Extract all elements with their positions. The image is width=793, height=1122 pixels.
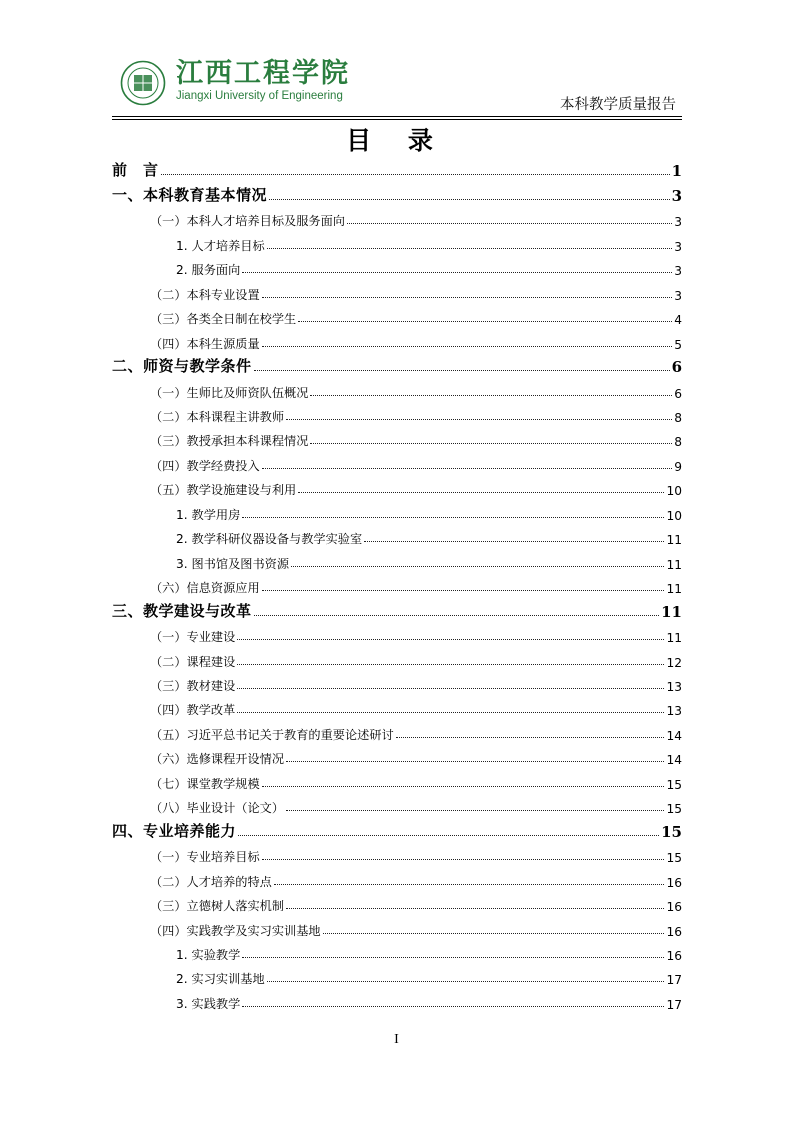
dot-leader [242,1006,664,1007]
dot-leader [237,639,664,640]
toc-entry[interactable] [112,453,682,477]
toc-entry-page: 3 [674,215,682,230]
toc-entry-label: （六）信息资源应用 [150,581,260,596]
dot-leader [242,272,672,273]
toc-entry-page: 11 [666,533,682,548]
dot-leader [237,688,664,689]
toc-entry-page: 1 [671,162,682,181]
toc-entry[interactable] [112,649,682,673]
toc-entry-page: 16 [666,875,682,890]
toc-entry-label: 3. 实践教学 [176,996,241,1011]
toc-entry-page: 13 [666,704,682,719]
toc-entry-label: （七）课堂教学规模 [150,776,260,791]
dot-leader [262,297,673,298]
dot-leader [286,908,664,909]
toc-entry[interactable] [112,429,682,453]
toc-entry-page: 15 [666,802,682,817]
dot-leader [254,615,660,616]
toc-entry-page: 11 [661,602,682,621]
toc-entry[interactable] [112,331,682,355]
toc-entry-page: 3 [674,288,682,303]
toc-entry-page: 11 [666,582,682,597]
dot-leader [161,174,670,175]
toc-entry[interactable] [112,600,682,624]
dot-leader [238,835,659,836]
toc-entry[interactable] [112,502,682,526]
page-number: I [394,1032,399,1047]
toc-entry-label: （五）习近平总书记关于教育的重要论述研讨 [150,727,394,742]
dot-leader [262,859,665,860]
toc-entry-label: （三）立德树人落实机制 [150,899,285,914]
toc-entry-label: （二）课程建设 [150,654,236,669]
dot-leader [364,541,664,542]
dot-leader [242,957,664,958]
toc-entry-label: （六）选修课程开设情况 [150,752,285,767]
toc-entry-label: （四）教学改革 [150,703,236,718]
toc-entry-label: 1. 教学用房 [176,507,241,522]
toc-entry-page: 12 [666,655,682,670]
toc-entry-page: 4 [674,313,682,328]
toc-entry-label: （二）本科专业设置 [150,287,260,302]
toc-entry-label: （三）各类全日制在校学生 [150,312,297,327]
toc-entry-page: 9 [674,459,682,474]
toc-title: 目 录 [346,126,447,155]
toc-entry-label: 前 言 [112,161,159,180]
toc-entry-label: 一、本科教育基本情况 [112,185,268,204]
toc-entry[interactable] [112,722,682,746]
toc-entry-page: 3 [674,239,682,254]
toc-entry[interactable] [112,184,682,208]
logo-english-name: Jiangxi University of Engineering [176,90,343,102]
dot-leader [286,761,664,762]
toc-entry[interactable] [112,845,682,869]
dot-leader [323,933,665,934]
toc-entry[interactable] [112,405,682,429]
toc-entry[interactable] [112,918,682,942]
toc-entry[interactable] [112,894,682,918]
toc-entry[interactable] [112,674,682,698]
toc-entry-page: 10 [666,484,682,499]
toc-entry[interactable] [112,576,682,600]
toc-entry-page: 16 [666,900,682,915]
toc-entry[interactable] [112,625,682,649]
toc-entry-label: 三、教学建设与改革 [112,601,252,620]
toc-entry[interactable] [112,943,682,967]
toc-entry-label: 1. 实验教学 [176,947,241,962]
toc-entry[interactable] [112,307,682,331]
toc-entry-page: 15 [666,777,682,792]
toc-entry-page: 3 [671,186,682,205]
dot-leader [242,517,664,518]
dot-leader [254,370,670,371]
toc-entry-label: （一）本科人才培养目标及服务面向 [150,214,345,229]
toc-entry-page: 13 [666,679,682,694]
toc-entry-label: 1. 人才培养目标 [176,238,265,253]
toc-entry[interactable] [112,869,682,893]
dot-leader [291,566,664,567]
dot-leader [396,737,665,738]
toc-entry-page: 11 [666,631,682,646]
toc-entry-label: 四、专业培养能力 [112,821,237,840]
dot-leader [267,981,665,982]
toc-entry-label: （一）专业建设 [150,630,236,645]
toc-entry-label: 2. 实习实训基地 [176,972,265,987]
toc-entry[interactable] [112,380,682,404]
toc-entry-page: 14 [666,728,682,743]
toc-entry[interactable] [112,551,682,575]
toc-entry[interactable] [112,258,682,282]
report-title: 本科教学质量报告 [560,97,676,113]
dot-leader [262,590,665,591]
toc-entry-page: 8 [674,410,682,425]
dot-leader [286,419,672,420]
header-divider-thin [112,119,682,120]
dot-leader [310,395,672,396]
toc-entry[interactable] [112,698,682,722]
toc-entry-page: 11 [666,557,682,572]
toc-entry-page: 6 [671,358,682,377]
toc-entry-label: 2. 服务面向 [176,263,241,278]
toc-entry-page: 17 [666,997,682,1012]
toc-entry-page: 16 [666,924,682,939]
dot-leader [310,443,672,444]
toc-entry-label: （四）本科生源质量 [150,336,260,351]
dot-leader [237,664,664,665]
toc-entry[interactable] [112,967,682,991]
toc-entry[interactable] [112,209,682,233]
dot-leader [262,346,673,347]
toc-entry[interactable] [112,233,682,257]
dot-leader [274,884,665,885]
toc-entry-page: 8 [674,435,682,450]
toc-entry-label: （二）本科课程主讲教师 [150,409,285,424]
toc-entry-page: 10 [666,508,682,523]
dot-leader [298,321,672,322]
header-divider [112,116,682,117]
toc-entry-label: （四）实践教学及实习实训基地 [150,923,321,938]
dot-leader [262,786,665,787]
toc-entry[interactable] [112,991,682,1015]
toc-entry[interactable] [112,820,682,844]
toc-entry-label: （四）教学经费投入 [150,458,260,473]
toc-entry[interactable] [112,527,682,551]
toc-entry-page: 15 [666,851,682,866]
toc-entry[interactable] [112,282,682,306]
toc-entry[interactable] [112,160,682,184]
dot-leader [269,199,670,200]
toc-entry-page: 14 [666,753,682,768]
toc-entry-label: 二、师资与教学条件 [112,357,252,376]
dot-leader [298,492,664,493]
toc-entry-label: （三）教授承担本科课程情况 [150,434,309,449]
toc-entry[interactable] [112,771,682,795]
toc-entry[interactable] [112,478,682,502]
university-seal-icon [120,60,166,106]
toc-entry-page: 17 [666,973,682,988]
toc-entry-label: （一）专业培养目标 [150,850,260,865]
page-header [112,58,682,116]
toc-entry-label: （八）毕业设计（论文） [150,801,285,816]
dot-leader [262,468,673,469]
dot-leader [237,712,664,713]
toc-entry-page: 6 [674,386,682,401]
toc-entry-label: 3. 图书馆及图书资源 [176,556,290,571]
toc-entry-page: 16 [666,948,682,963]
toc-entry[interactable] [112,747,682,771]
toc-entry-page: 3 [674,264,682,279]
university-logo [176,58,350,103]
table-of-contents [112,160,682,1016]
toc-entry-page: 15 [661,822,682,841]
toc-entry[interactable] [112,356,682,380]
dot-leader [347,223,672,224]
toc-entry-page: 5 [674,337,682,352]
toc-entry-label: （三）教材建设 [150,678,236,693]
toc-entry-label: （五）教学设施建设与利用 [150,483,297,498]
logo-chinese-name: 江西工程学院 [176,58,350,89]
toc-entry-label: 2. 教学科研仪器设备与教学实验室 [176,532,363,547]
toc-entry[interactable] [112,796,682,820]
toc-entry-label: （二）人才培养的特点 [150,874,272,889]
toc-entry-label: （一）生师比及师资队伍概况 [150,385,309,400]
dot-leader [286,810,664,811]
dot-leader [267,248,673,249]
